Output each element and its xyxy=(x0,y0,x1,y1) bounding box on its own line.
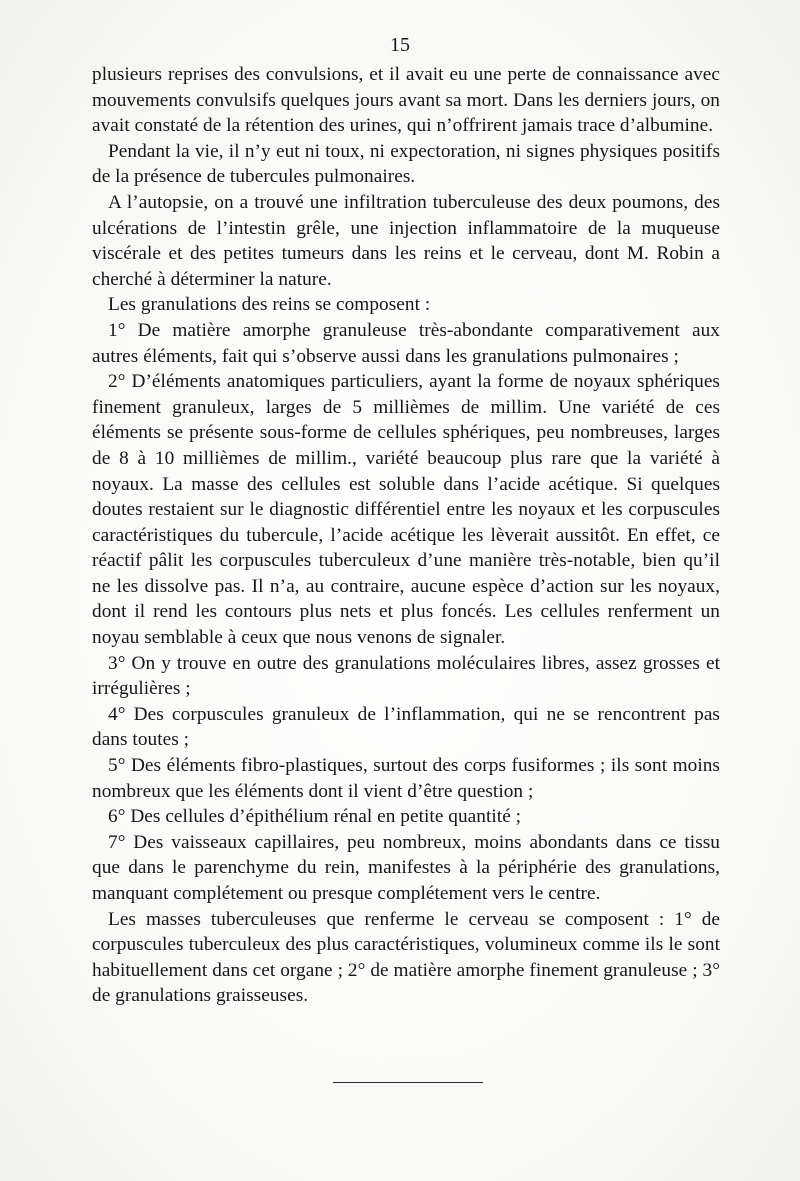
body-text xyxy=(92,62,720,1009)
paragraph-kidney-intro: Les granulations des reins se composent : xyxy=(108,294,431,316)
list-item-2: 2° D’éléments anatomiques particuliers, ayant la forme de noyaux sphériques finement granuleux, larges de 5 millièmes de millim. Une variété de ces éléments se présente sous-forme de cellules sphériques, peu nombreuses, larges de 8 à 10 millièmes de millim., variété beaucoup plus rare que la variété à noyaux. La masse des cellules est soluble dans l’acide acétique. Si quelques doutes restaient sur le diagnostic différentiel entre les noyaux et les corpuscules caractéristiques du tubercule, l’acide acétique les lèverait aussitôt. En effet, ce réactif pâlit les corpuscules tuberculeux d’une manière très-notable, bien qu’il ne les dissolve pas. Il n’a, au contraire, aucune espèce d’action sur les noyaux, dont il rend les contours plus nets et plus foncés. Les cellules renferment un noyau semblable à ceux que nous venons de signaler. xyxy=(92,371,720,649)
paragraph-autopsy: A l’autopsie, on a trouvé une infiltration tuberculeuse des deux poumons, des ulcérations de l’intestin grêle, une injection inflammatoire de la muqueuse viscérale et des petites tumeurs dans les reins et le cerveau, dont M. Robin a cherché à déterminer la nature. xyxy=(92,191,720,290)
list-item-1: 1° De matière amorphe granuleuse très-abondante comparativement aux autres éléments, fait qui s’observe aussi dans les granulations pulmonaires ; xyxy=(92,319,720,367)
page-number: 15 xyxy=(390,34,410,56)
paragraph-continuation: plusieurs reprises des convulsions, et il avait eu une perte de connaissance avec mouvements convulsifs quelques jours avant sa mort. Dans les derniers jours, on avait constaté de la rétention des urines, qui n’offrirent jamais trace d’albumine. xyxy=(92,64,720,137)
list-item-3: 3° On y trouve en outre des granulations moléculaires libres, assez grosses et irrégulières ; xyxy=(92,652,720,700)
paragraph-brain-masses: Les masses tuberculeuses que renferme le cerveau se composent : 1° de corpuscules tuberculeux des plus caractéristiques, volumineux comme ils le sont habituellement dans cet organe ; 2° de matière amorphe finement granuleuse ; 3° de granulations graisseuses. xyxy=(92,908,720,1007)
list-item-7: 7° Des vaisseaux capillaires, peu nombreux, moins abondants dans ce tissu que dans le parenchyme du rein, manifestes à la périphérie des granulations, manquant complétement ou presque complétement vers le centre. xyxy=(92,831,720,904)
list-item-4: 4° Des corpuscules granuleux de l’inflammation, qui ne se rencontrent pas dans toutes ; xyxy=(92,703,720,751)
section-divider xyxy=(333,1082,483,1083)
list-item-5: 5° Des éléments fibro-plastiques, surtout des corps fusiformes ; ils sont moins nombreux que les éléments dont il vient d’être question ; xyxy=(92,755,720,802)
list-item-6: 6° Des cellules d’épithélium rénal en petite quantité ; xyxy=(108,806,522,828)
paragraph-clinical-signs: Pendant la vie, il n’y eut ni toux, ni expectoration, ni signes physiques positifs de la présence de tubercules pulmonaires. xyxy=(92,140,720,188)
